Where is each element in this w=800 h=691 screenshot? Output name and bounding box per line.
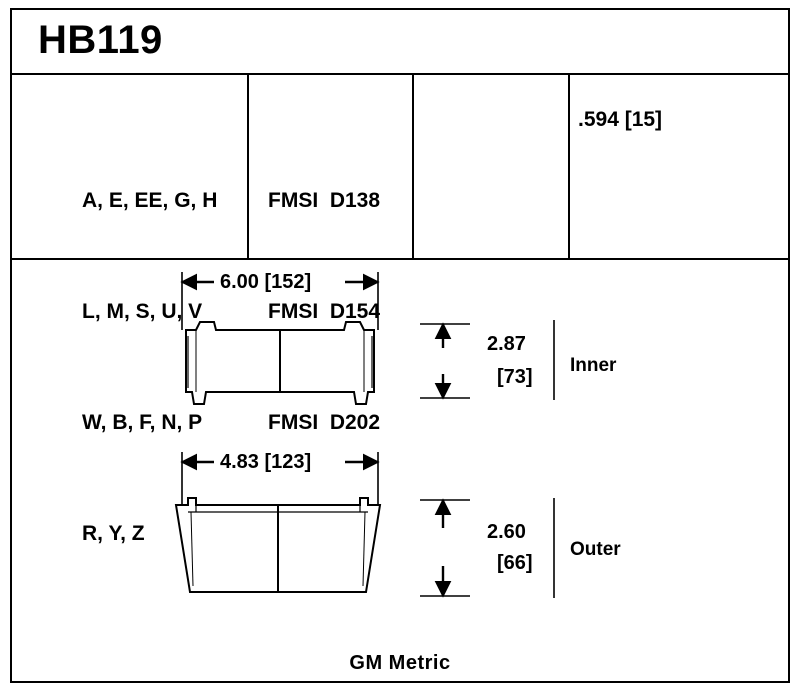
fmsi-number-row: FMSI D154	[268, 300, 381, 323]
inner-pad-name: Inner	[570, 355, 617, 376]
thickness-value: .594 [15]	[578, 108, 663, 131]
compound-codes-row: L, M, S, U, V	[82, 300, 203, 323]
compound-codes-row: R, Y, Z	[82, 522, 145, 545]
inner-width-label: 6.00 [152]	[220, 271, 312, 293]
inner-height-label-mm: [73]	[497, 366, 533, 388]
outer-height-label-mm: [66]	[497, 552, 533, 574]
outer-width-label: 4.83 [123]	[220, 451, 312, 473]
outer-height-label-inches: 2.60	[487, 521, 526, 543]
inner-height-label-inches: 2.87	[487, 333, 526, 355]
application-label: GM Metric	[349, 652, 451, 674]
fmsi-number-row: FMSI D202	[268, 411, 381, 434]
fmsi-number-row: FMSI D138	[268, 189, 381, 212]
compound-codes-row: A, E, EE, G, H	[82, 189, 218, 212]
outer-pad-name: Outer	[570, 539, 621, 560]
compound-codes-row: W, B, F, N, P	[82, 411, 203, 434]
part-number: HB119	[38, 18, 163, 62]
